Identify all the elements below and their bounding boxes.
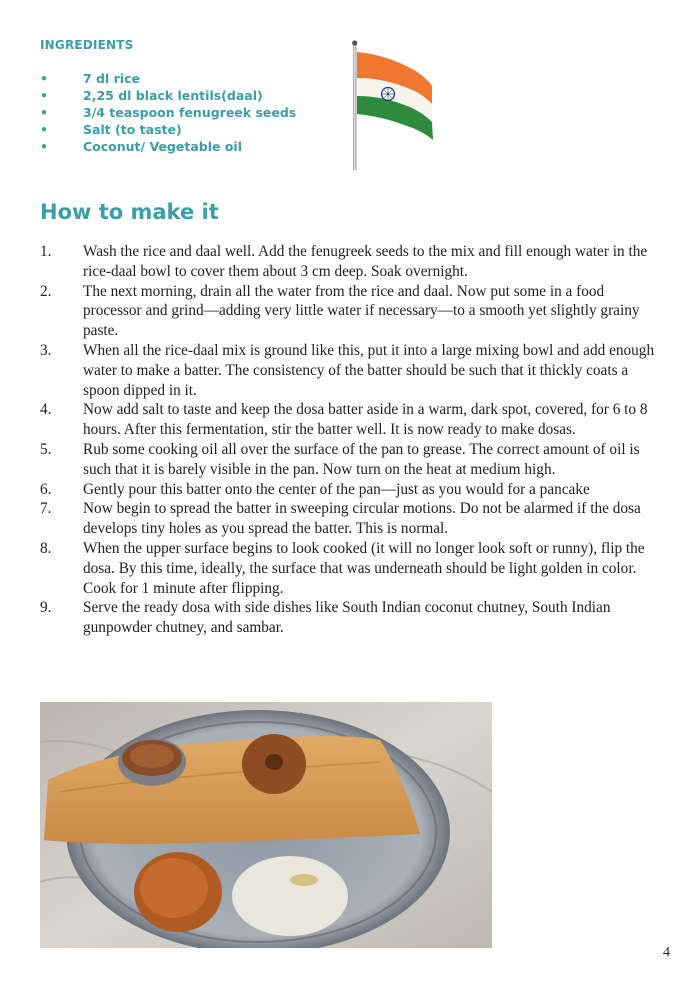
ingredient-text: Coconut/ Vegetable oil — [83, 139, 242, 154]
step-text: The next morning, drain all the water from the rice and daal. Now put some in a food processor and grind—adding very little water if necessary—to a smooth yet slightly grainy paste. — [83, 282, 640, 340]
step-item — [40, 242, 665, 282]
ingredient-text: 7 dl rice — [83, 71, 140, 86]
step-text: Gently pour this batter onto the center of the pan—just as you would for a pancake — [83, 480, 590, 498]
step-number: 5. — [40, 440, 52, 458]
page-number: 4 — [663, 945, 670, 960]
step-number: 8. — [40, 539, 52, 557]
step-item — [40, 400, 665, 440]
ingredient-text: 3/4 teaspoon fenugreek seeds — [83, 105, 297, 120]
step-item — [40, 282, 665, 341]
step-text: When all the rice-daal mix is ground like this, put it into a large mixing bowl and add enough water to make a batter. The consistency of the batter should be such that it thickly coats a spoon dipped in it. — [83, 341, 655, 399]
coconut-chutney — [232, 856, 348, 936]
step-text: Serve the ready dosa with side dishes like South Indian coconut chutney, South Indian gunpowder chutney, and sambar. — [83, 599, 611, 637]
ingredients-list — [40, 70, 296, 155]
bullet: • — [40, 71, 48, 86]
flag-pole-finial — [352, 40, 357, 45]
ingredient-text: Salt (to taste) — [83, 122, 182, 137]
step-item — [40, 440, 665, 480]
step-text: Rub some cooking oil all over the surface of the pan to grease. The correct amount of oil is such that it is barely visible in the pan. Now turn on the heat at medium high. — [83, 440, 640, 478]
ingredient-item — [40, 87, 296, 104]
method-steps-list — [40, 242, 665, 638]
step-item — [40, 341, 665, 400]
step-number: 4. — [40, 401, 52, 419]
method-heading: How to make it — [40, 200, 219, 224]
step-item — [40, 480, 665, 500]
ingredient-item — [40, 121, 296, 138]
step-text: Wash the rice and daal well. Add the fenugreek seeds to the mix and fill enough water in the rice-daal bowl to cover them about 3 cm deep. Soak overnight. — [83, 243, 648, 280]
dosa-plate-photo — [40, 702, 492, 948]
step-number: 2. — [40, 282, 52, 300]
ingredient-text: 2,25 dl black lentils(daal) — [83, 88, 263, 103]
india-flag-image — [348, 38, 448, 170]
step-number: 9. — [40, 599, 52, 617]
step-item — [40, 539, 665, 598]
ingredient-item — [40, 70, 296, 87]
bullet: • — [40, 88, 48, 103]
step-number: 6. — [40, 480, 52, 498]
step-item — [40, 499, 665, 539]
bullet: • — [40, 105, 48, 120]
step-number: 7. — [40, 500, 52, 518]
step-item — [40, 598, 665, 638]
step-number: 1. — [40, 243, 52, 260]
bullet: • — [40, 122, 48, 137]
flag-pole — [353, 44, 357, 170]
ingredient-item — [40, 138, 296, 155]
step-text: Now add salt to taste and keep the dosa batter aside in a warm, dark spot, covered, for 6 to 8 hours. After this fermentation, stir the batter well. It is now ready to make dosas. — [83, 401, 648, 439]
bullet: • — [40, 139, 48, 154]
ingredient-item — [40, 104, 296, 121]
step-number: 3. — [40, 341, 52, 359]
step-text: When the upper surface begins to look cooked (it will no longer look soft or runny), flip the dosa. By this time, ideally, the surface that was underneath should be light golden in color. Cook for 1 minute after flipping. — [83, 539, 645, 597]
step-text: Now begin to spread the batter in sweeping circular motions. Do not be alarmed if the dosa develops tiny holes as you spread the batter. This is normal. — [83, 500, 641, 538]
ingredients-heading: INGREDIENTS — [40, 38, 134, 52]
